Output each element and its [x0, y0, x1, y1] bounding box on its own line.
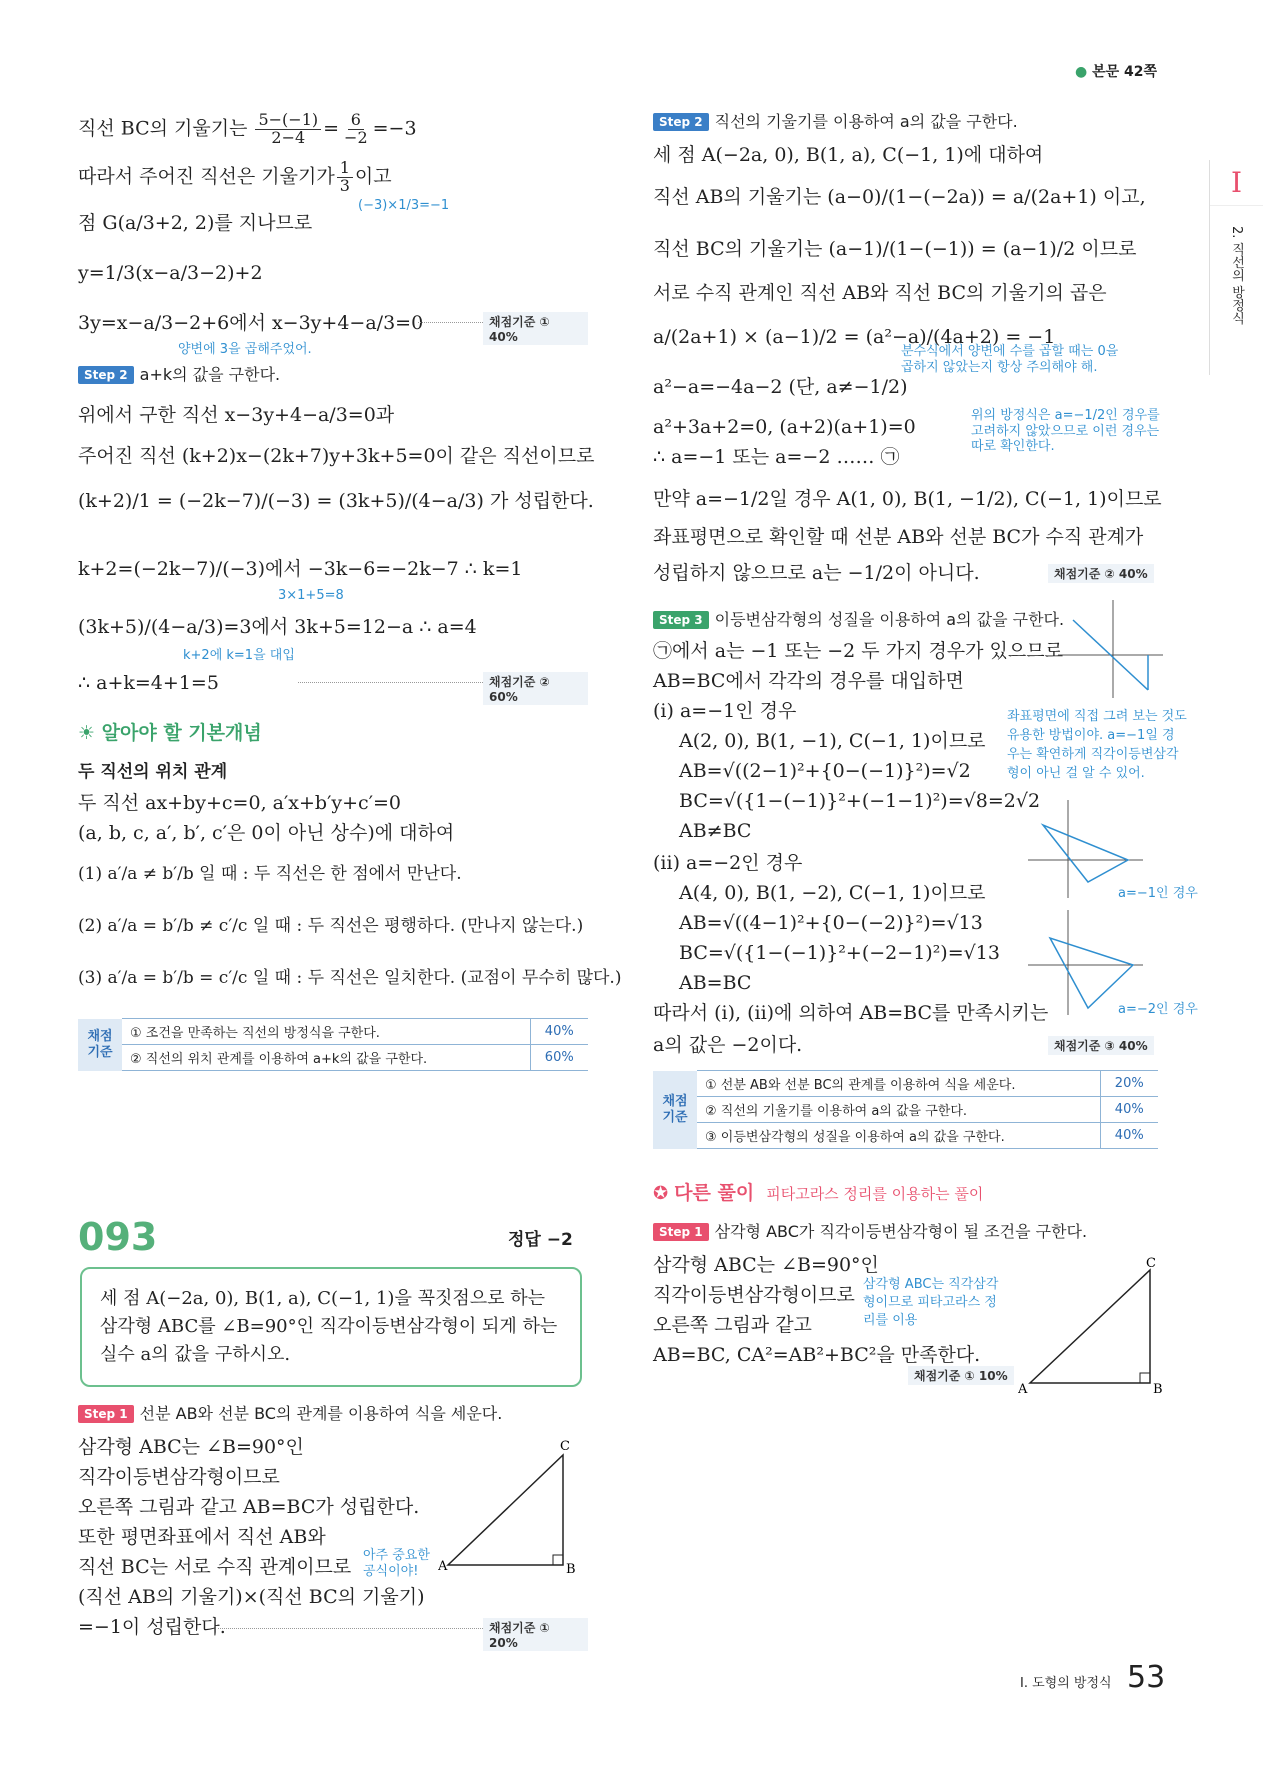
table-cell: 40%	[530, 1019, 588, 1045]
case-i: (i) a=−1인 경우	[653, 700, 797, 722]
note: 분수식에서 양변에 수를 곱할 때는 0을 곱하지 않았는지 항상 주의해야 해.	[901, 344, 1119, 375]
table-head: 채점 기준	[78, 1019, 122, 1071]
slope-bc: 직선 BC의 기울기는 (a−1)/(1−(−1)) = (a−1)/2 이므로	[653, 238, 1137, 260]
chapter-title: 2. 직선의 방정식	[1229, 226, 1244, 325]
text-line: 직각이등변삼각형이므로	[653, 1284, 855, 1306]
section-link[interactable]: ● 본문 42쪽	[1075, 64, 1158, 80]
table-cell: ① 조건을 만족하는 직선의 방정식을 구한다.	[122, 1019, 530, 1045]
text-line: =−1이 성립한다.	[78, 1616, 226, 1638]
concept-case-1: (1) a′/a ≠ b′/b 일 때 : 두 직선은 한 점에서 만난다.	[78, 864, 462, 884]
chapter-roman: I	[1210, 160, 1263, 206]
vertex-label: C	[560, 1439, 570, 1454]
step3-heading: Step 3 이등변삼각형의 성질을 이용하여 a의 값을 구한다.	[653, 608, 1064, 631]
step-badge: Step 2	[78, 366, 134, 384]
vertex-label: B	[1153, 1382, 1163, 1395]
note: 위의 방정식은 a=−1/2인 경우를 고려하지 않았으므로 이런 경우는 따로 확인한다.	[971, 408, 1160, 455]
table-cell: 20%	[1100, 1071, 1158, 1097]
problem-box: 세 점 A(−2a, 0), B(1, a), C(−1, 1)을 꼭짓점으로 하는 삼각형 ABC를 ∠B=90°인 직각이등변삼각형이 되게 하는 실수 a의 값을 구하시오.	[80, 1267, 582, 1387]
step-badge: Step 3	[653, 611, 709, 629]
footer-chapter: Ⅰ. 도형의 방정식	[1020, 1676, 1112, 1691]
step-badge: Step 1	[78, 1405, 134, 1423]
text-line: 위에서 구한 직선 x−3y+4−a/3=0과	[78, 404, 395, 426]
text-line: 성립하지 않으므로 a는 −1/2이 아니다.	[653, 562, 980, 584]
slope-note: (−3)×1/3=−1	[358, 198, 450, 213]
line-equation-1: y=1/3(x−a/3−2)+2	[78, 262, 263, 284]
graph-a-half	[1058, 600, 1168, 700]
slope-ab: 직선 AB의 기울기는 (a−0)/(1−(−2a)) = a/(2a+1) 이고,	[653, 186, 1146, 208]
k-equation: k+2=(−2k−7)/(−3)에서 −3k−6=−2k−7 ∴ k=1	[78, 558, 523, 580]
table-cell: ② 직선의 위치 관계를 이용하여 a+k의 값을 구한다.	[122, 1045, 530, 1071]
table-row	[78, 1019, 588, 1045]
alt-solution-title: ✪ 다른 풀이 피타고라스 정리를 이용하는 풀이	[653, 1182, 984, 1204]
text-line: 세 점 A(−2a, 0), B(1, a), C(−1, 1)에 대하여	[653, 144, 1044, 166]
step-badge: Step 2	[653, 113, 709, 131]
text-line: 서로 수직 관계인 직선 AB와 직선 BC의 기울기의 곱은	[653, 282, 1107, 304]
right-column	[653, 0, 1198, 1770]
grading-table	[78, 1018, 588, 1071]
lightbulb-icon: ☀	[78, 722, 96, 744]
grading-table	[653, 1070, 1158, 1149]
table-cell: ③ 이등변삼각형의 성질을 이용하여 a의 값을 구한다.	[697, 1123, 1100, 1149]
page-number: 53	[1127, 1660, 1166, 1695]
text-line: 오른쪽 그림과 같고	[653, 1314, 812, 1336]
text-line: ∴ a=−1 또는 a=−2 …… ㉠	[653, 446, 900, 468]
criterion-badge: 채점기준 ③ 40%	[1048, 1036, 1154, 1055]
text-line: BC=√({1−(−1)}²+(−2−1)²)=√13	[679, 942, 1000, 964]
text-line: 만약 a=−1/2일 경우 A(1, 0), B(1, −1/2), C(−1, 1)이므로	[653, 488, 1162, 510]
left-column	[78, 0, 622, 1770]
concept-case-2: (2) a′/a = b′/b ≠ c′/c 일 때 : 두 직선은 평행하다. (만나지 않는다.)	[78, 916, 584, 936]
criterion-badge: 채점기준 ① 40%	[483, 312, 588, 345]
circle-arrow-icon: ●	[1075, 64, 1088, 80]
concept-subtitle: 두 직선의 위치 관계	[78, 762, 228, 782]
a-equation: (3k+5)/(4−a/3)=3에서 3k+5=12−a ∴ a=4	[78, 616, 477, 638]
text-line: AB=BC, CA²=AB²+BC²을 만족한다.	[653, 1344, 981, 1366]
text-line: A(2, 0), B(1, −1), C(−1, 1)이므로	[679, 730, 986, 752]
vertex-label: A	[1018, 1382, 1028, 1395]
text-line: 좌표평면으로 확인할 때 선분 AB와 선분 BC가 수직 관계가	[653, 526, 1144, 548]
note: 아주 중요한 공식이야!	[363, 1548, 430, 1579]
vertex-label: B	[566, 1562, 576, 1575]
text-line: 주어진 직선 (k+2)x−(2k+7)y+3k+5=0이 같은 직선이므로	[78, 445, 595, 467]
table-row	[653, 1071, 1158, 1097]
concept-title: ☀ 알아야 할 기본개념	[78, 722, 262, 744]
note: 삼각형 ABC는 직각삼각형이므로 피타고라스 정리를 이용	[863, 1277, 999, 1329]
graph-label: a=−1인 경우	[1118, 886, 1198, 901]
text-line: BC=√({1−(−1)}²+(−1−1)²)=√8=2√2	[679, 790, 1041, 812]
right-triangle-figure	[1018, 1255, 1168, 1395]
step2-heading: Step 2 a+k의 값을 구한다.	[78, 363, 280, 386]
text-line: a²−a=−4a−2 (단, a≠−1/2)	[653, 376, 908, 398]
note: 3×1+5=8	[278, 588, 344, 603]
criterion-badge: 채점기준 ① 10%	[908, 1366, 1014, 1385]
slope-bc-line: 직선 BC의 기울기는 $\frac{5-(-1)}{2-4}$ = $\frac{6}{-2}$ =−3	[78, 110, 417, 147]
table-head: 채점 기준	[653, 1071, 697, 1149]
text-line: 직각이등변삼각형이므로	[78, 1466, 280, 1488]
product-equation: a/(2a+1) × (a−1)/2 = (a²−a)/(4a+2) = −1	[653, 326, 1056, 348]
text-line: 따라서 (i), (ii)에 의하여 AB=BC를 만족시키는	[653, 1002, 1049, 1024]
table-cell: 40%	[1100, 1123, 1158, 1149]
ratio-equation: (k+2)/1 = (−2k−7)/(−3) = (3k+5)/(4−a/3) 가 성립한다.	[78, 490, 594, 512]
table-cell: ② 직선의 기울기를 이용하여 a의 값을 구한다.	[697, 1097, 1100, 1123]
table-row	[653, 1123, 1158, 1149]
case-ii: (ii) a=−2인 경우	[653, 852, 803, 874]
table-row	[653, 1097, 1158, 1123]
text-line: 직선 BC는 서로 수직 관계이므로	[78, 1556, 352, 1578]
table-row	[78, 1045, 588, 1071]
vertex-label: C	[1146, 1256, 1156, 1271]
chapter-side-tab	[1209, 160, 1263, 375]
text-line: AB=√((4−1)²+{0−(−2)}²)=√13	[679, 912, 983, 934]
table-cell: ① 선분 AB와 선분 BC의 관계를 이용하여 식을 세운다.	[697, 1071, 1100, 1097]
step1-heading: Step 1 선분 AB와 선분 BC의 관계를 이용하여 식을 세운다.	[78, 1402, 502, 1425]
text-line: (직선 AB의 기울기)×(직선 BC의 기울기)	[78, 1586, 425, 1608]
text-line: A(4, 0), B(1, −2), C(−1, 1)이므로	[679, 882, 986, 904]
star-icon: ✪	[653, 1183, 669, 1204]
answer: 정답 −2	[508, 1230, 573, 1250]
table-cell: 60%	[530, 1045, 588, 1071]
concept-case-3: (3) a′/a = b′/b = c′/c 일 때 : 두 직선은 일치한다. (교점이 무수히 많다.)	[78, 968, 622, 988]
vertex-label: A	[438, 1559, 448, 1574]
step-badge: Step 1	[653, 1223, 709, 1241]
slope-statement: 따라서 주어진 직선은 기울기가 $\frac{1}{3}$ 이고	[78, 158, 392, 195]
concept-line: 두 직선 ax+by+c=0, a′x+b′y+c′=0	[78, 792, 402, 814]
note: k+2에 k=1을 대입	[183, 648, 295, 663]
line-equation-2: 3y=x−a/3−2+6에서 x−3y+4−a/3=0	[78, 312, 424, 334]
text-line: 오른쪽 그림과 같고 AB=BC가 성립한다.	[78, 1496, 420, 1518]
concept-line: (a, b, c, a′, b′, c′은 0이 아닌 상수)에 대하여	[78, 822, 455, 844]
table-cell: 40%	[1100, 1097, 1158, 1123]
text-line: 또한 평면좌표에서 직선 AB와	[78, 1526, 326, 1548]
graph-a-minus-1	[1028, 800, 1148, 900]
right-triangle-figure	[438, 1435, 578, 1575]
text-line: a²+3a+2=0, (a+2)(a+1)=0	[653, 416, 916, 438]
criterion-badge: 채점기준 ② 60%	[483, 672, 588, 705]
note: 좌표평면에 직접 그려 보는 것도 유용한 방법이야. a=−1일 경우는 확연하게 직각이등변삼각형이 아닌 걸 알 수 있어.	[1007, 709, 1187, 781]
graph-label: a=−2인 경우	[1118, 1002, 1198, 1017]
text-line: AB=√((2−1)²+{0−(−1)}²)=√2	[679, 760, 971, 782]
criterion-badge: 채점기준 ① 20%	[483, 1618, 588, 1651]
point-g-line: 점 G(a/3+2, 2)를 지나므로	[78, 212, 313, 234]
text-line: ㉠에서 a는 −1 또는 −2 두 가지 경우가 있으므로	[653, 640, 1063, 662]
step2-heading: Step 2 직선의 기울기를 이용하여 a의 값을 구한다.	[653, 110, 1018, 133]
criterion-badge: 채점기준 ② 40%	[1048, 564, 1154, 583]
text-line: AB=BC에서 각각의 경우를 대입하면	[653, 670, 964, 692]
text-line: 삼각형 ABC는 ∠B=90°인	[78, 1436, 304, 1458]
problem-number: 093	[78, 1215, 158, 1259]
text-line: AB=BC	[679, 972, 752, 994]
text-line: a의 값은 −2이다.	[653, 1034, 803, 1056]
text-line: 삼각형 ABC는 ∠B=90°인	[653, 1254, 879, 1276]
multiply-note: 양변에 3을 곱해주었어.	[178, 342, 312, 357]
alt-step-heading: Step 1 삼각형 ABC가 직각이등변삼각형이 될 조건을 구한다.	[653, 1220, 1087, 1243]
sum-result: ∴ a+k=4+1=5	[78, 672, 219, 694]
text-line: AB≠BC	[679, 820, 752, 842]
